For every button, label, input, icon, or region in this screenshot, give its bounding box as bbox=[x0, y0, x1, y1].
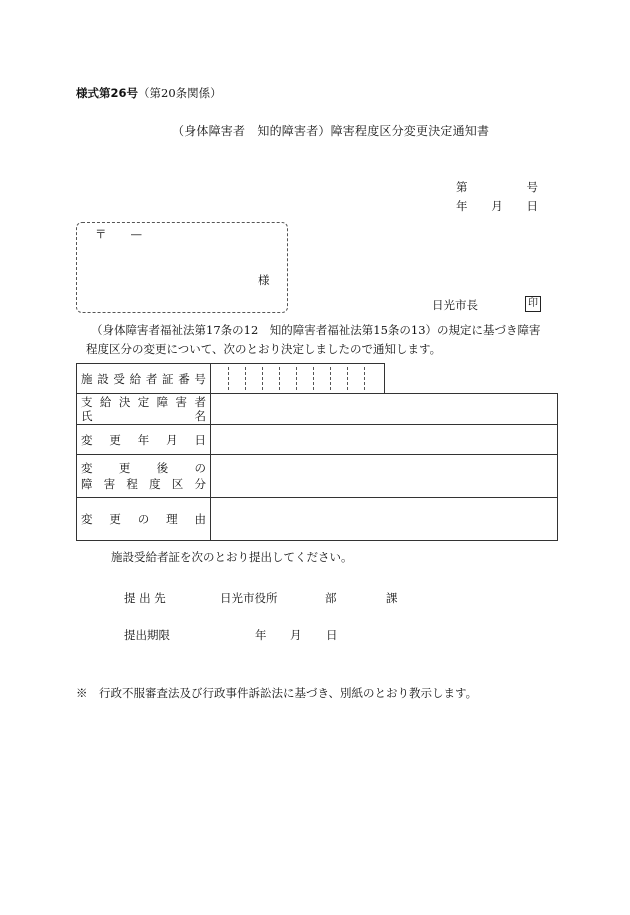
form-relation: （第20条関係） bbox=[138, 86, 222, 100]
after-label-line1-value: 変 更 後 の bbox=[81, 461, 206, 475]
recipient-label-line2: 氏 名 bbox=[81, 409, 206, 423]
form-number bbox=[76, 85, 222, 101]
recipient-value bbox=[211, 394, 558, 425]
change-date-label bbox=[77, 425, 211, 455]
intro-line-1: （身体障害者福祉法第17条の12 知的障害者福祉法第15条の13）の規定に基づき障害 bbox=[91, 323, 541, 337]
cert-number-label-text bbox=[81, 371, 206, 387]
footer-note: ※ 行政不服審査法及び行政事件訴訟法に基づき、別紙のとおり教示します。 bbox=[76, 686, 478, 700]
after-label-line2 bbox=[81, 476, 206, 492]
date-year: 年 bbox=[456, 199, 468, 213]
form-number-main: 様式第26号 bbox=[76, 86, 139, 100]
deadline-year: 年 bbox=[255, 628, 267, 642]
table-row bbox=[77, 394, 558, 425]
seal-mark: 印 bbox=[525, 296, 541, 312]
after-label-line1 bbox=[81, 460, 206, 476]
section-label: 課 bbox=[386, 591, 398, 605]
blank-cell bbox=[385, 364, 558, 394]
recipient-label-line1-value: 支 給 決 定 障 害 者 bbox=[81, 395, 206, 409]
reason-label bbox=[77, 498, 211, 541]
date-day: 日 bbox=[526, 199, 538, 213]
issuer-name: 日光市長 bbox=[432, 298, 478, 312]
change-date-value bbox=[211, 425, 558, 455]
recipient-label-line1 bbox=[81, 395, 206, 409]
postal-mark: 〒 bbox=[95, 227, 107, 241]
deadline-day: 日 bbox=[326, 628, 338, 642]
postal-dash: — bbox=[130, 227, 142, 241]
cert-number-label bbox=[77, 364, 211, 394]
reason-label-text-value: 変 更 の 理 由 bbox=[81, 512, 206, 526]
document-number bbox=[456, 179, 538, 195]
department-label: 部 bbox=[325, 591, 337, 605]
number-suffix: 号 bbox=[526, 180, 538, 194]
recipient-label bbox=[77, 394, 211, 425]
after-label-line2-value: 障 害 程 度 区 分 bbox=[81, 477, 206, 491]
honorific: 様 bbox=[258, 273, 270, 287]
deadline-label: 提出期限 bbox=[124, 628, 170, 642]
table-row bbox=[77, 364, 558, 394]
number-prefix: 第 bbox=[456, 180, 468, 194]
document-title: （身体障害者 知的障害者）障害程度区分変更決定通知書 bbox=[172, 124, 490, 138]
intro-line-2: 程度区分の変更について、次のとおり決定しましたので通知します。 bbox=[86, 342, 442, 356]
after-label bbox=[77, 455, 211, 498]
destination-label: 提 出 先 bbox=[124, 591, 166, 605]
destination-office: 日光市役所 bbox=[220, 591, 278, 605]
table-row bbox=[77, 455, 558, 498]
table-row bbox=[77, 425, 558, 455]
cert-number-boxes bbox=[211, 364, 385, 394]
decision-table bbox=[76, 363, 558, 541]
postal-code bbox=[95, 226, 142, 242]
after-value bbox=[211, 455, 558, 498]
reason-label-text bbox=[81, 511, 206, 527]
cert-number-label-text-value: 施 設 受 給 者 証 番 号 bbox=[81, 371, 206, 386]
deadline-month: 月 bbox=[290, 628, 302, 642]
issue-date bbox=[456, 198, 538, 214]
change-date-label-text bbox=[81, 432, 206, 448]
table-row bbox=[77, 498, 558, 541]
submission-deadline bbox=[124, 627, 338, 643]
date-month: 月 bbox=[491, 199, 503, 213]
submission-note: 施設受給者証を次のとおり提出してください。 bbox=[111, 550, 353, 564]
submission-destination bbox=[124, 590, 398, 606]
reason-value bbox=[211, 498, 558, 541]
change-date-label-text-value: 変 更 年 月 日 bbox=[81, 432, 206, 447]
